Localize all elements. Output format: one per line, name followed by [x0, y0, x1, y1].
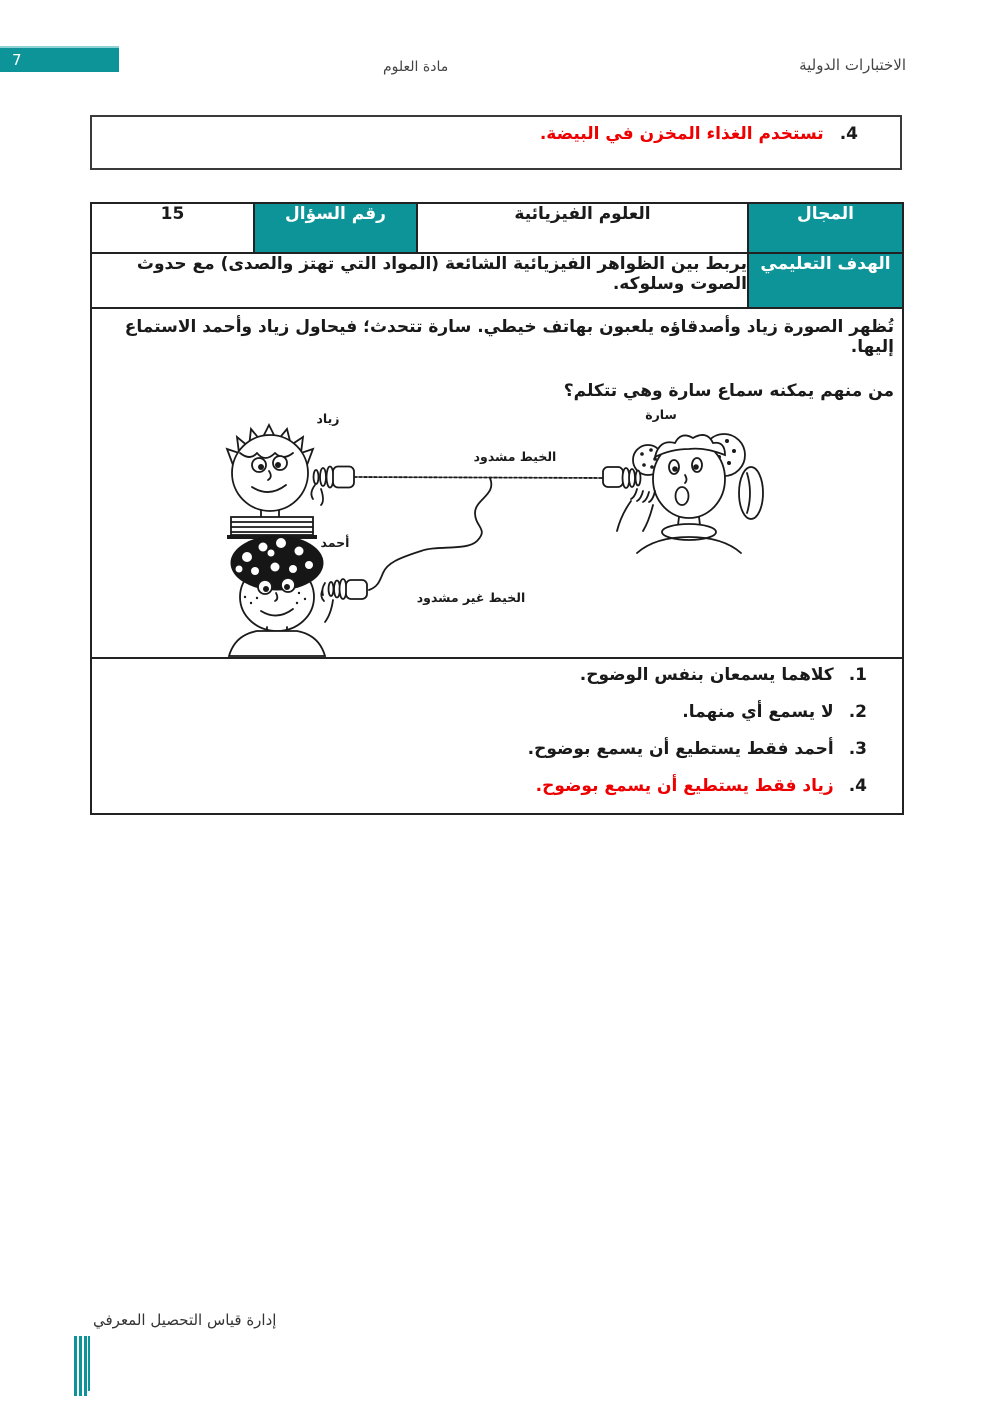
slack-string-line	[369, 478, 491, 590]
label-slack-string: الخيط غير مشدود	[416, 590, 526, 605]
question-intro: تُظهر الصورة زياد وأصدقاؤه يلعبون بهاتف خيطي. سارة تتحدث؛ فيحاول زياد وأحمد الاستماع إليها.	[124, 317, 894, 357]
figure-ahmad	[229, 536, 367, 656]
sara-cup-ring	[636, 471, 641, 486]
domain-value-cell: العلوم الفيزيائية	[417, 203, 748, 253]
sara-ponytail	[739, 467, 763, 519]
footer-department-name: إدارة قياس التحصيل المعرفي	[93, 1311, 277, 1329]
objective-label-cell: الهدف التعليمي	[748, 253, 903, 308]
ahmad-cup	[346, 580, 367, 599]
answer-number: 4.	[839, 124, 858, 144]
label-sara: سارة	[645, 407, 677, 422]
figure-ziyad	[227, 425, 354, 539]
label-ahmad: أحمد	[320, 535, 350, 550]
figure-svg	[185, 401, 805, 657]
option-1-text: كلاهما يسمعان بنفس الوضوح.	[579, 665, 834, 685]
figure-sara	[603, 434, 763, 553]
answer-text: تستخدم الغذاء المخزن في البيضة.	[539, 124, 824, 144]
header-right-title: الاختبارات الدولية	[799, 56, 906, 74]
footer-accent-bars-icon	[74, 1336, 92, 1396]
taut-string-line	[354, 477, 604, 478]
sara-pupil	[672, 466, 678, 472]
sara-fingers	[631, 489, 655, 502]
page-number: 7	[12, 51, 22, 69]
ahmad-shoulders	[229, 631, 325, 656]
option-4-number: 4.	[848, 776, 867, 796]
question-number-value-cell: 15	[91, 203, 254, 253]
page-number-badge	[0, 46, 119, 72]
ziyad-hand	[311, 485, 323, 505]
options-cell	[91, 658, 903, 814]
option-1	[92, 665, 902, 702]
ahmad-pupil	[263, 586, 269, 592]
objective-text-cell: يربط بين الظواهر الفيزيائية الشائعة (المواد التي تهتز والصدى) مع حدوث الصوت وسلوكه.	[91, 253, 748, 308]
option-3	[92, 739, 902, 776]
sara-cup	[603, 467, 623, 487]
ziyad-cup-ring	[314, 470, 319, 484]
sara-arm	[617, 501, 653, 531]
ziyad-pupil	[275, 462, 281, 468]
option-2-text: لا يسمع أي منهما.	[682, 702, 834, 722]
sara-pupil	[693, 464, 699, 470]
ahmad-pupil	[284, 584, 290, 590]
ziyad-cup-ring	[320, 468, 326, 486]
option-2	[92, 702, 902, 739]
domain-label-cell: المجال	[748, 203, 903, 253]
ziyad-cup	[333, 467, 354, 488]
options-list	[92, 659, 902, 813]
sara-cup-ring	[629, 469, 635, 487]
label-ziyad: زياد	[316, 411, 340, 426]
option-1-number: 1.	[848, 665, 867, 685]
header-subject-title: مادة العلوم	[383, 59, 449, 75]
option-3-number: 3.	[848, 739, 867, 759]
option-3-text: أحمد فقط يستطيع أن يسمع بوضوح.	[527, 739, 834, 759]
previous-answer-box	[90, 115, 902, 170]
option-4-correct-answer	[92, 776, 902, 813]
string-telephone-figure	[185, 401, 805, 657]
ziyad-pupil	[258, 464, 264, 470]
option-4-text: زياد فقط يستطيع أن يسمع بوضوح.	[535, 776, 834, 796]
option-2-number: 2.	[848, 702, 867, 722]
question-prompt: من منهم يمكنه سماع سارة وهي تتكلم؟	[563, 381, 894, 401]
question-body-cell	[91, 308, 903, 658]
sara-mouth	[676, 487, 689, 505]
label-taut-string: الخيط مشدود	[473, 449, 557, 464]
ahmad-cup-ring	[329, 582, 334, 596]
question-table	[90, 202, 904, 815]
question-number-label-cell: رقم السؤال	[254, 203, 417, 253]
